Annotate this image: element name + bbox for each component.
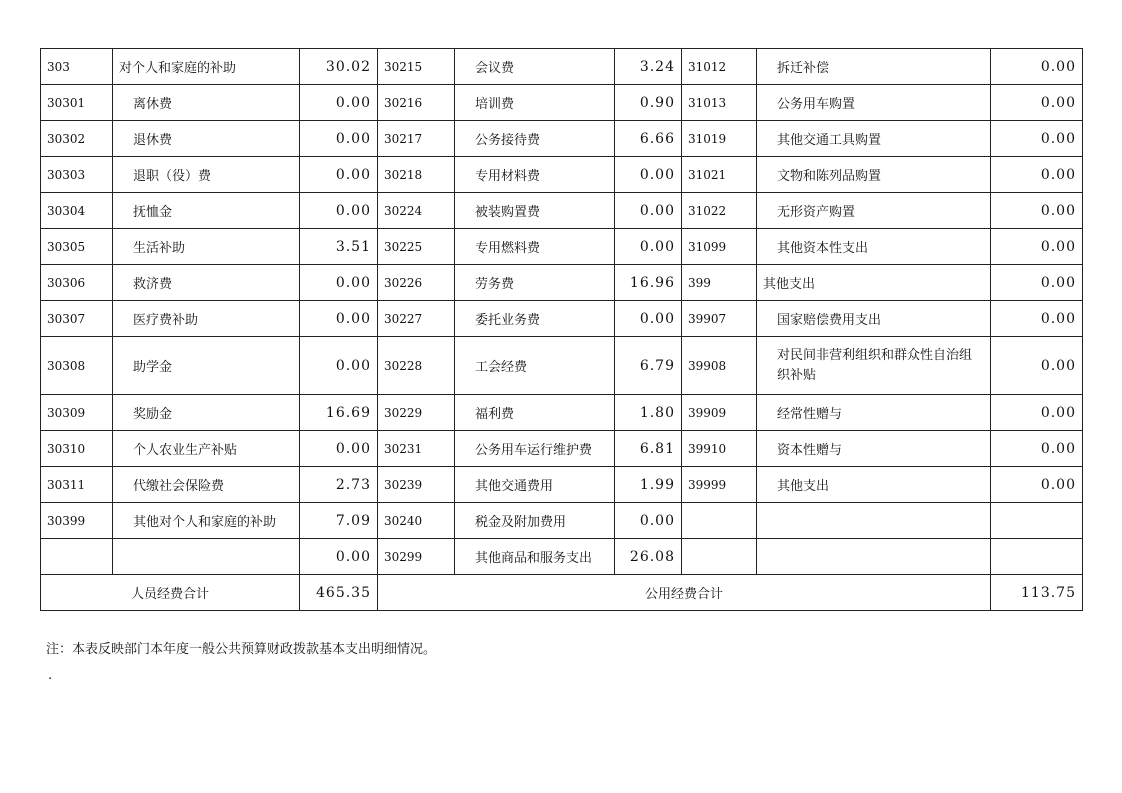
personnel-amount-cell: 16.69 [300,395,378,431]
personnel-name-cell: 生活补助 [113,229,300,265]
capital-amount-cell [991,539,1083,575]
personnel-code-cell: 30311 [41,467,113,503]
personnel-code-cell: 30304 [41,193,113,229]
personnel-code-cell: 30303 [41,157,113,193]
public-amount-cell: 0.00 [615,503,682,539]
personnel-amount-cell: 0.00 [300,121,378,157]
capital-code-cell: 39908 [682,337,757,395]
public-name-cell: 税金及附加费用 [455,503,615,539]
public-code-cell: 30229 [378,395,455,431]
personnel-name-cell: 抚恤金 [113,193,300,229]
public-amount-cell: 0.00 [615,301,682,337]
table-footnote: 注：本表反映部门本年度一般公共预算财政拨款基本支出明细情况。 [46,642,437,657]
capital-code-cell: 39910 [682,431,757,467]
personnel-total-amount: 465.35 [300,575,378,611]
public-name-cell: 被装购置费 [455,193,615,229]
public-amount-cell: 3.24 [615,49,682,85]
table-row [41,265,1083,301]
personnel-code-cell: 303 [41,49,113,85]
personnel-code-cell: 30309 [41,395,113,431]
public-amount-cell: 6.81 [615,431,682,467]
personnel-amount-cell: 0.00 [300,157,378,193]
personnel-code-cell: 30310 [41,431,113,467]
public-code-cell: 30299 [378,539,455,575]
personnel-name-cell: 助学金 [113,337,300,395]
personnel-name-cell: 救济费 [113,265,300,301]
table-row [41,395,1083,431]
capital-code-cell: 31012 [682,49,757,85]
capital-amount-cell: 0.00 [991,431,1083,467]
public-amount-cell: 0.90 [615,85,682,121]
personnel-amount-cell: 0.00 [300,539,378,575]
personnel-code-cell: 30301 [41,85,113,121]
table-row [41,121,1083,157]
public-name-cell: 委托业务费 [455,301,615,337]
capital-code-cell: 39909 [682,395,757,431]
public-code-cell: 30216 [378,85,455,121]
personnel-amount-cell: 7.09 [300,503,378,539]
capital-code-cell [682,539,757,575]
capital-code-cell: 399 [682,265,757,301]
personnel-code-cell: 30306 [41,265,113,301]
public-name-cell: 公务接待费 [455,121,615,157]
personnel-amount-cell: 0.00 [300,193,378,229]
capital-code-cell: 31019 [682,121,757,157]
table-row [41,85,1083,121]
capital-amount-cell: 0.00 [991,467,1083,503]
table-row [41,49,1083,85]
capital-name-cell: 其他支出 [757,467,991,503]
capital-amount-cell: 0.00 [991,49,1083,85]
public-amount-cell: 6.66 [615,121,682,157]
public-code-cell: 30215 [378,49,455,85]
public-amount-cell: 16.96 [615,265,682,301]
public-code-cell: 30231 [378,431,455,467]
public-code-cell: 30224 [378,193,455,229]
table-row [41,503,1083,539]
capital-code-cell [682,503,757,539]
capital-code-cell: 31099 [682,229,757,265]
public-name-cell: 工会经费 [455,337,615,395]
capital-name-cell: 其他支出 [757,265,991,301]
personnel-amount-cell: 0.00 [300,265,378,301]
public-code-cell: 30239 [378,467,455,503]
public-name-cell: 会议费 [455,49,615,85]
personnel-name-cell: 医疗费补助 [113,301,300,337]
totals-row [41,575,1083,611]
capital-amount-cell: 0.00 [991,337,1083,395]
personnel-amount-cell: 3.51 [300,229,378,265]
capital-code-cell: 39907 [682,301,757,337]
capital-name-cell: 公务用车购置 [757,85,991,121]
public-name-cell: 专用材料费 [455,157,615,193]
public-amount-cell: 6.79 [615,337,682,395]
personnel-name-cell: 个人农业生产补贴 [113,431,300,467]
personnel-code-cell: 30307 [41,301,113,337]
capital-code-cell: 31021 [682,157,757,193]
public-code-cell: 30226 [378,265,455,301]
public-code-cell: 30227 [378,301,455,337]
capital-name-cell: 无形资产购置 [757,193,991,229]
public-total-amount: 113.75 [991,575,1083,611]
personnel-code-cell: 30308 [41,337,113,395]
table-body [41,49,1083,611]
public-amount-cell: 1.99 [615,467,682,503]
public-code-cell: 30217 [378,121,455,157]
personnel-code-cell [41,539,113,575]
public-name-cell: 专用燃料费 [455,229,615,265]
capital-name-cell: 其他交通工具购置 [757,121,991,157]
capital-name-cell [757,539,991,575]
capital-amount-cell: 0.00 [991,395,1083,431]
table-row [41,229,1083,265]
capital-name-cell [757,503,991,539]
public-name-cell: 公务用车运行维护费 [455,431,615,467]
public-total-label: 公用经费合计 [378,575,991,611]
capital-name-cell: 经常性赠与 [757,395,991,431]
trailing-mark: . [48,668,53,683]
table-row [41,193,1083,229]
capital-amount-cell: 0.00 [991,121,1083,157]
public-name-cell: 劳务费 [455,265,615,301]
capital-amount-cell: 0.00 [991,85,1083,121]
table-row [41,157,1083,193]
personnel-name-cell: 退职（役）费 [113,157,300,193]
personnel-name-cell: 其他对个人和家庭的补助 [113,503,300,539]
capital-name-cell: 其他资本性支出 [757,229,991,265]
personnel-amount-cell: 0.00 [300,337,378,395]
personnel-amount-cell: 0.00 [300,85,378,121]
personnel-name-cell: 退休费 [113,121,300,157]
capital-amount-cell: 0.00 [991,193,1083,229]
personnel-name-cell: 离休费 [113,85,300,121]
public-name-cell: 培训费 [455,85,615,121]
public-amount-cell: 0.00 [615,193,682,229]
public-code-cell: 30218 [378,157,455,193]
table-row [41,431,1083,467]
public-amount-cell: 1.80 [615,395,682,431]
personnel-name-cell: 对个人和家庭的补助 [113,49,300,85]
public-code-cell: 30240 [378,503,455,539]
capital-amount-cell [991,503,1083,539]
personnel-code-cell: 30305 [41,229,113,265]
capital-amount-cell: 0.00 [991,229,1083,265]
public-amount-cell: 0.00 [615,157,682,193]
public-name-cell: 其他交通费用 [455,467,615,503]
personnel-name-cell [113,539,300,575]
personnel-total-label: 人员经费合计 [41,575,300,611]
public-name-cell: 其他商品和服务支出 [455,539,615,575]
capital-code-cell: 31013 [682,85,757,121]
personnel-amount-cell: 30.02 [300,49,378,85]
basic-expenditure-table [40,48,1083,611]
table-row [41,539,1083,575]
capital-code-cell: 31022 [682,193,757,229]
capital-name-cell: 文物和陈列品购置 [757,157,991,193]
public-amount-cell: 0.00 [615,229,682,265]
capital-amount-cell: 0.00 [991,157,1083,193]
personnel-name-cell: 代缴社会保险费 [113,467,300,503]
capital-name-cell: 国家赔偿费用支出 [757,301,991,337]
capital-amount-cell: 0.00 [991,265,1083,301]
personnel-code-cell: 30302 [41,121,113,157]
capital-name-cell: 资本性赠与 [757,431,991,467]
public-amount-cell: 26.08 [615,539,682,575]
table-row [41,467,1083,503]
capital-code-cell: 39999 [682,467,757,503]
public-code-cell: 30228 [378,337,455,395]
public-code-cell: 30225 [378,229,455,265]
table-row [41,337,1083,395]
personnel-name-cell: 奖励金 [113,395,300,431]
personnel-amount-cell: 2.73 [300,467,378,503]
public-name-cell: 福利费 [455,395,615,431]
capital-amount-cell: 0.00 [991,301,1083,337]
personnel-code-cell: 30399 [41,503,113,539]
table-row [41,301,1083,337]
capital-name-cell: 对民间非营利组织和群众性自治组织补贴 [757,337,991,395]
personnel-amount-cell: 0.00 [300,301,378,337]
personnel-amount-cell: 0.00 [300,431,378,467]
capital-name-cell: 拆迁补偿 [757,49,991,85]
